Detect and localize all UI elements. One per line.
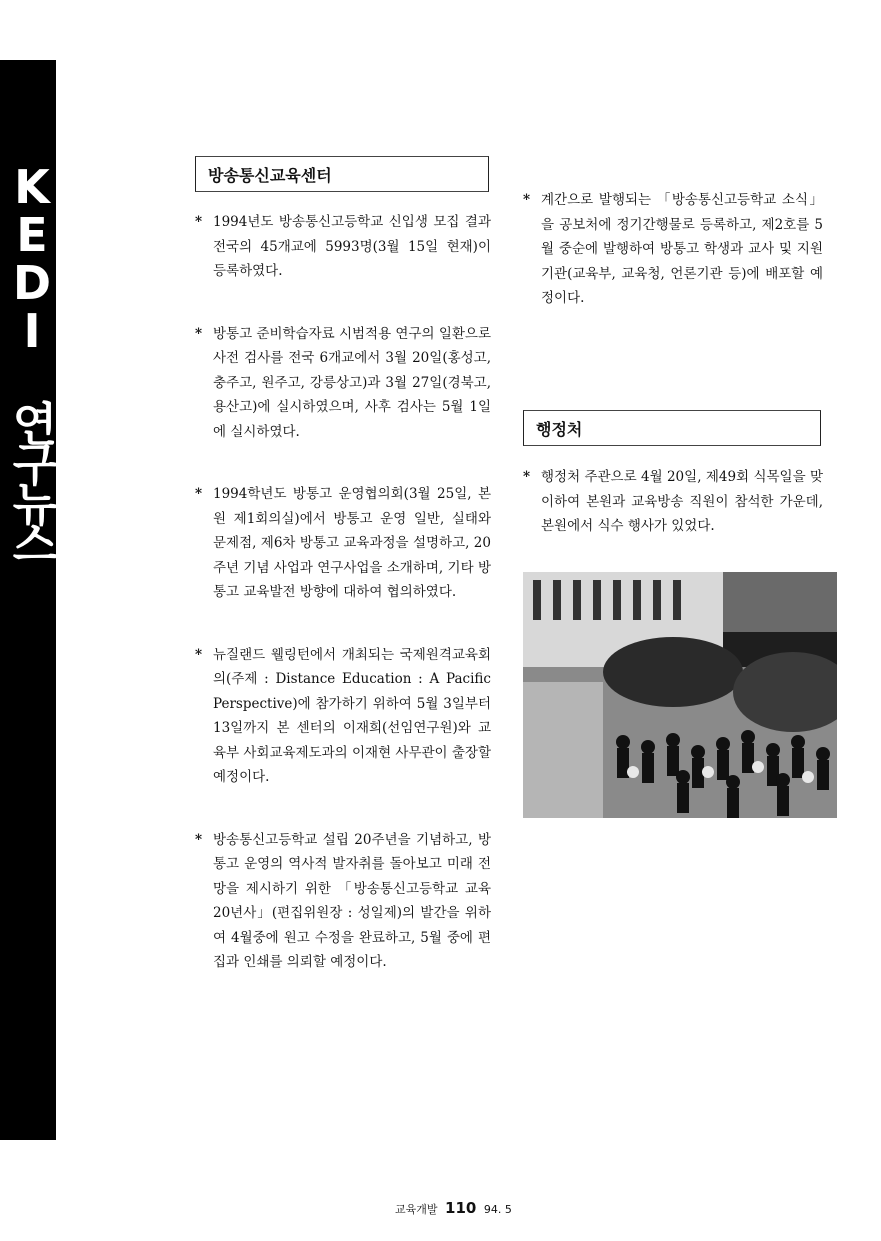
tree-planting-photo [523,572,837,818]
bullet-star-icon: * [195,214,203,230]
list-item: * 1994학년도 방통고 운영협의회(3월 25일, 본원 제1회의실)에서 방통고 운영 일반, 실태와 문제점, 제6차 방통고 교육과정을 설명하고, 20주년 기념 사업과 연구사업을 소개하며, 기타 방통고 교육발전 방향에 대하여 협의하였다. [195,482,491,605]
sidebar-band [0,60,59,1140]
list-item: * 뉴질랜드 웰링턴에서 개최되는 국제원격교육회의(주제 : Distance Education : A Pacific Perspective)에 참가하기 위하여 5월 3일부터 13일까지 본 센터의 이재희(선임연구원)와 교육부 사회교육제도과의 이재현 사무관이 출장할 예정이다. [195,643,491,790]
issue-number: 94. 5 [483,1203,512,1216]
page-number: 110 [445,1199,477,1217]
bullet-star-icon: * [195,646,203,663]
left-column [195,210,491,1013]
section-heading-admin [523,410,821,446]
list-item: * 방통고 준비학습자료 시범적용 연구의 일환으로 사전 검사를 전국 6개교에서 3월 20일(홍성고, 충주고, 원주고, 강릉상고)과 3월 27일(경북고, 용산고)에 실시하였으며, 사후 검사는 5월 1일에 실시하였다. [195,322,491,445]
section-heading-broadcast [195,156,489,192]
bullet-star-icon: * [523,192,531,208]
bullet-star-icon: * [195,486,203,502]
list-item: * 1994년도 방송통신고등학교 신입생 모집 결과 전국의 45개교에 5993명(3월 15일 현재)이 등록하였다. [195,210,491,284]
photo-illustration [523,572,837,818]
list-item: * 방송통신고등학교 설립 20주년을 기념하고, 방통고 운영의 역사적 발자취를 돌아보고 미래 전망을 제시하기 위한 「방송통신고등학교 교육 20년사」(편집위원장 : 성일제)의 발간을 위하여 4월중에 원고 수정을 완료하고, 5월 중에 편집과 인쇄를 의뢰할 예정이다. [195,828,491,975]
list-item: * 행정처 주관으로 4월 20일, 제49회 식목일을 맞이하여 본원과 교육방송 직원이 참석한 가운데, 본원에서 식수 행사가 있었다. [523,465,823,539]
bullet-star-icon: * [195,831,203,848]
page-footer [395,1199,512,1217]
right-column-bottom [523,465,823,577]
section-heading-admin-label: 행정처 [536,420,583,439]
bullet-star-icon: * [195,325,203,342]
section-heading-broadcast-label: 방송통신교육센터 [208,166,332,185]
list-item: * 계간으로 발행되는 「방송통신고등학교 소식」을 공보처에 정기간행물로 등록하고, 제2호를 5월 중순에 발행하여 방통고 학생과 교사 및 지원기관(교육부, 교육청, 언론기관 등)에 배포할 예정이다. [523,188,823,311]
footer-label: 교육개발 [395,1203,438,1216]
bullet-star-icon: * [523,469,531,485]
right-column-top [523,188,823,349]
sidebar-title: KEDI 연구뉴스 [5,160,59,560]
